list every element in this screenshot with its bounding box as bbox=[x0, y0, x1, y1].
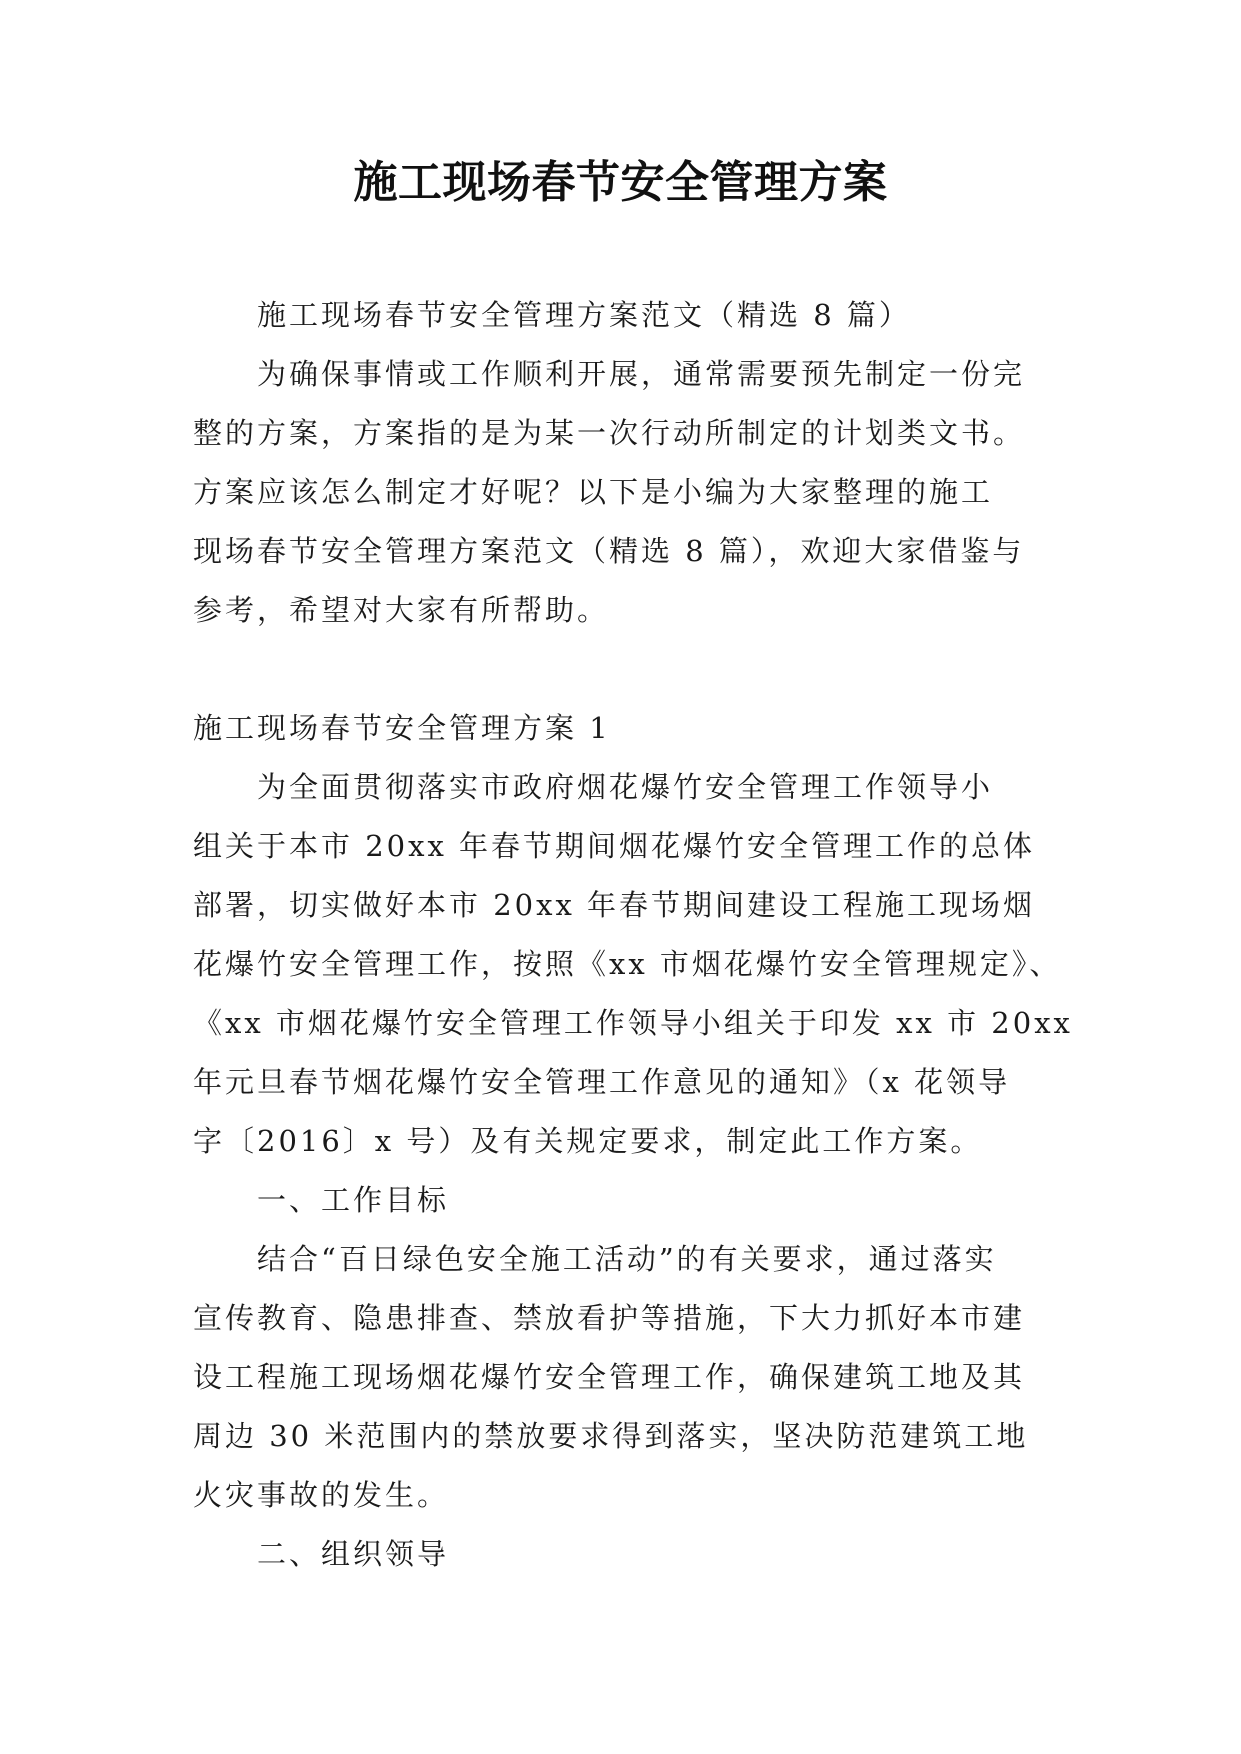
item1-heading: 一、工作目标 bbox=[257, 1183, 450, 1217]
intro-paragraph bbox=[193, 345, 1053, 640]
section1-paragraph bbox=[193, 758, 1073, 1171]
document-subtitle: 施工现场春节安全管理方案范文（精选 8 篇） bbox=[257, 298, 911, 332]
item1-line: 火灾事故的发生。 bbox=[193, 1478, 450, 1512]
item1-paragraph bbox=[193, 1230, 1053, 1525]
section1-line: 《xx 市烟花爆竹安全管理工作领导小组关于印发 xx 市 20xx bbox=[193, 1006, 1073, 1040]
item2-heading: 二、组织领导 bbox=[257, 1537, 450, 1571]
section1-line: 字〔2016〕x 号）及有关规定要求，制定此工作方案。 bbox=[193, 1124, 983, 1158]
item1-line: 结合“百日绿色安全施工活动”的有关要求，通过落实 bbox=[257, 1242, 997, 1276]
section1-heading: 施工现场春节安全管理方案 1 bbox=[193, 711, 611, 745]
intro-line: 现场春节安全管理方案范文（精选 8 篇），欢迎大家借鉴与 bbox=[193, 534, 1025, 568]
section1-line: 为全面贯彻落实市政府烟花爆竹安全管理工作领导小 bbox=[257, 770, 994, 804]
document-title: 施工现场春节安全管理方案 bbox=[353, 157, 888, 208]
section1-line: 花爆竹安全管理工作，按照《xx 市烟花爆竹安全管理规定》、 bbox=[193, 947, 1062, 981]
section1-line: 组关于本市 20xx 年春节期间烟花爆竹安全管理工作的总体 bbox=[193, 829, 1036, 863]
document-body bbox=[193, 286, 1073, 1584]
item1-line: 设工程施工现场烟花爆竹安全管理工作，确保建筑工地及其 bbox=[193, 1360, 1026, 1394]
item1-line: 宣传教育、隐患排查、禁放看护等措施，下大力抓好本市建 bbox=[193, 1301, 1026, 1335]
intro-line: 整的方案，方案指的是为某一次行动所制定的计划类文书。 bbox=[193, 416, 1026, 450]
intro-line: 方案应该怎么制定才好呢？以下是小编为大家整理的施工 bbox=[193, 475, 994, 509]
section1-line: 部署，切实做好本市 20xx 年春节期间建设工程施工现场烟 bbox=[193, 888, 1036, 922]
intro-line: 参考，希望对大家有所帮助。 bbox=[193, 593, 610, 627]
intro-line: 为确保事情或工作顺利开展，通常需要预先制定一份完 bbox=[257, 357, 1026, 391]
section1-line: 年元旦春节烟花爆竹安全管理工作意见的通知》（x 花领导 bbox=[193, 1065, 1011, 1099]
item1-line: 周边 30 米范围内的禁放要求得到落实，坚决防范建筑工地 bbox=[193, 1419, 1029, 1453]
